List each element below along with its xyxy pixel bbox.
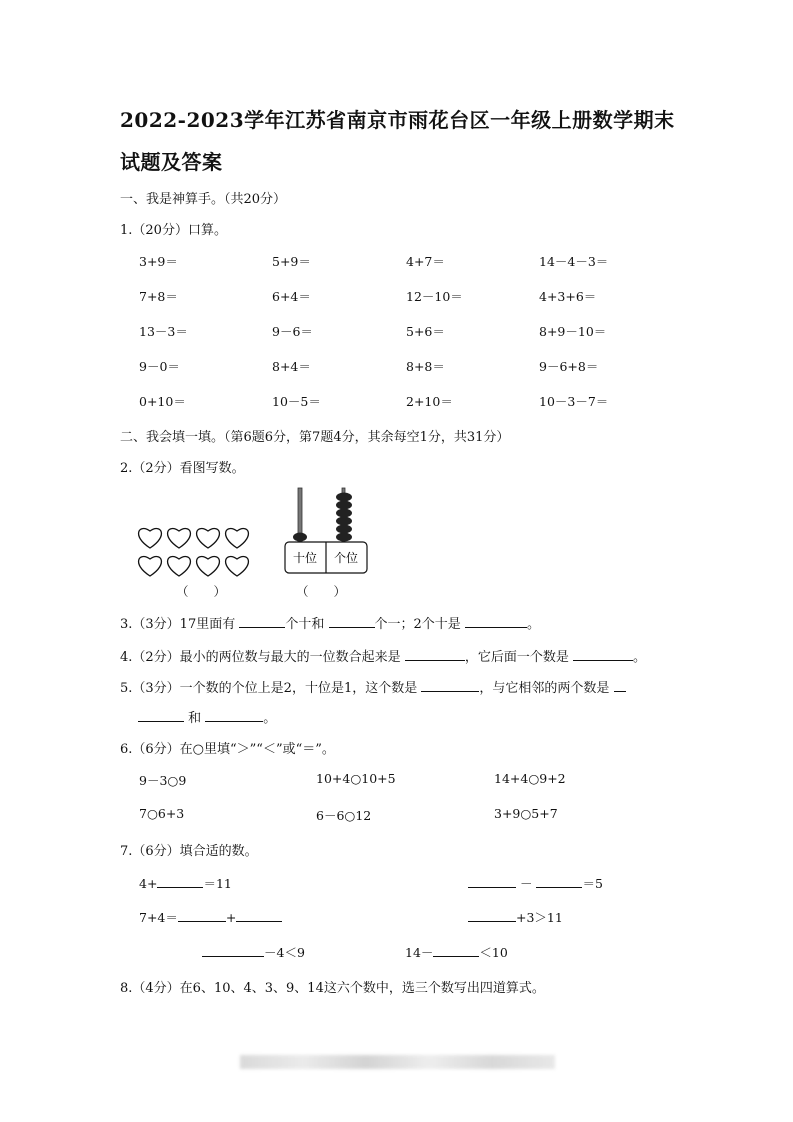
math-item: 10－3－7＝ bbox=[539, 394, 609, 409]
ones-label: 个位 bbox=[333, 551, 359, 565]
answer-paren-hearts: （ ） bbox=[176, 584, 227, 599]
math-item: 4+7＝ bbox=[406, 254, 445, 269]
fill-item: 4+ ＝11 bbox=[139, 876, 232, 891]
section-1-heading: 一、我是神算手。（共20分） bbox=[120, 192, 287, 207]
blurred-footer bbox=[240, 1055, 555, 1069]
answer-blank[interactable] bbox=[468, 909, 516, 922]
answer-blank[interactable] bbox=[468, 875, 516, 888]
bead-icon bbox=[336, 509, 352, 518]
answer-blank[interactable] bbox=[329, 615, 375, 628]
compare-item: 6－6○12 bbox=[316, 808, 372, 823]
bead-icon bbox=[336, 501, 352, 510]
math-item: 0+10＝ bbox=[139, 394, 186, 409]
math-item: 8+4＝ bbox=[272, 359, 311, 374]
question-8: 8.（4分）在6、10、4、3、9、14这六个数中，选三个数写出四道算式。 bbox=[120, 981, 545, 996]
math-item: 9－0＝ bbox=[139, 359, 180, 374]
compare-item: 9－3○9 bbox=[139, 773, 187, 788]
compare-item: 14+4○9+2 bbox=[494, 771, 566, 786]
answer-blank[interactable] bbox=[405, 648, 465, 661]
fill-item: －4＜9 bbox=[202, 943, 305, 961]
compare-item: 3+9○5+7 bbox=[494, 806, 558, 821]
math-item: 9－6+8＝ bbox=[539, 359, 599, 374]
compare-item: 10+4○10+5 bbox=[316, 771, 396, 786]
heart-icon bbox=[168, 557, 191, 576]
bead-icon bbox=[336, 525, 352, 534]
title-line-1: 2022-2023学年江苏省南京市雨花台区一年级上册数学期末 bbox=[120, 108, 675, 132]
hearts-figure bbox=[136, 523, 256, 583]
math-item: 4+3+6＝ bbox=[539, 289, 597, 304]
compare-item: 7○6+3 bbox=[139, 806, 185, 821]
bead-icon bbox=[336, 493, 352, 502]
heart-icon bbox=[226, 557, 249, 576]
abacus-figure bbox=[284, 486, 368, 576]
answer-blank[interactable] bbox=[157, 875, 203, 888]
answer-blank[interactable] bbox=[573, 648, 633, 661]
math-item: 6+4＝ bbox=[272, 289, 311, 304]
bead-icon bbox=[336, 517, 352, 526]
fill-item: － ＝5 bbox=[468, 874, 603, 892]
answer-blank[interactable] bbox=[465, 615, 527, 628]
fill-item: 14－ ＜10 bbox=[405, 945, 508, 960]
math-item: 5+9＝ bbox=[272, 254, 311, 269]
answer-blank[interactable] bbox=[138, 709, 184, 722]
question-7: 7.（6分）填合适的数。 bbox=[120, 844, 258, 859]
answer-paren-abacus: （ ） bbox=[296, 584, 347, 599]
heart-icon bbox=[168, 529, 191, 548]
heart-icon bbox=[197, 557, 220, 576]
question-5-line-1: 5.（3分）一个数的个位上是2，十位是1，这个数是 ，与它相邻的两个数是 bbox=[120, 677, 626, 696]
answer-blank[interactable] bbox=[421, 679, 479, 692]
math-item: 14－4－3＝ bbox=[539, 254, 609, 269]
math-item: 10－5＝ bbox=[272, 394, 321, 409]
question-3: 3.（3分）17里面有 个十和 个一；2个十是 。 bbox=[120, 617, 540, 632]
math-item: 9－6＝ bbox=[272, 324, 313, 339]
math-item: 3+9＝ bbox=[139, 254, 178, 269]
math-item: 8+8＝ bbox=[406, 359, 445, 374]
answer-blank[interactable] bbox=[178, 909, 226, 922]
fill-item: +3＞11 bbox=[468, 908, 563, 926]
math-item: 13－3＝ bbox=[139, 324, 188, 339]
math-item: 2+10＝ bbox=[406, 394, 453, 409]
question-4: 4.（2分）最小的两位数与最大的一位数合起来是 ，它后面一个数是 。 bbox=[120, 650, 646, 665]
bead-icon bbox=[336, 533, 352, 542]
math-item: 7+8＝ bbox=[139, 289, 178, 304]
question-5-line-2: 和 。 bbox=[138, 707, 276, 726]
question-6: 6.（6分）在○里填“＞”“＜”或“＝”。 bbox=[120, 742, 335, 757]
answer-blank[interactable] bbox=[433, 944, 479, 957]
answer-blank[interactable] bbox=[236, 909, 282, 922]
heart-icon bbox=[139, 557, 162, 576]
bead-icon bbox=[293, 533, 307, 542]
answer-blank[interactable] bbox=[202, 944, 264, 957]
fill-item: 7+4＝ + bbox=[139, 908, 282, 926]
tens-label: 十位 bbox=[292, 551, 318, 565]
answer-blank[interactable] bbox=[536, 875, 582, 888]
question-1: 1.（20分）口算。 bbox=[120, 223, 227, 238]
heart-icon bbox=[226, 529, 249, 548]
answer-blank[interactable] bbox=[614, 679, 626, 692]
math-item: 5+6＝ bbox=[406, 324, 445, 339]
heart-icon bbox=[197, 529, 220, 548]
math-item: 8+9－10＝ bbox=[539, 324, 607, 339]
heart-icon bbox=[139, 529, 162, 548]
section-2-heading: 二、我会填一填。（第6题6分，第7题4分，其余每空1分，共31分） bbox=[120, 430, 510, 445]
math-item: 12－10＝ bbox=[406, 289, 463, 304]
answer-blank[interactable] bbox=[239, 615, 285, 628]
answer-blank[interactable] bbox=[205, 709, 263, 722]
title-line-2: 试题及答案 bbox=[120, 150, 223, 174]
question-2: 2.（2分）看图写数。 bbox=[120, 461, 245, 476]
